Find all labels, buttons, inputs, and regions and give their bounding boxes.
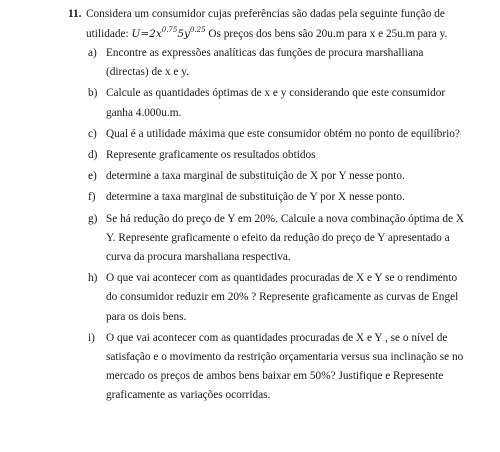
sub-question-item (86, 210, 492, 268)
sub-question-text-line: Y. Represente graficamente o efeito da redução do preço de Y apresentado a (106, 231, 450, 244)
sub-question-item (86, 125, 492, 144)
sub-question-text-line: O que vai acontecer com as quantidades procuradas de X e Y se o rendimento (106, 272, 458, 285)
formula-part-y: 5y (177, 28, 190, 40)
sub-question-item (86, 44, 492, 82)
utility-formula (132, 28, 206, 40)
sub-question-text-line: Encontre as expressões analíticas das funções de procura marshalliana (106, 47, 424, 59)
sub-question-text-line: Se há redução do preço de Y em 20%. Calcule a nova combinação óptima de X (106, 212, 465, 225)
sub-question-text-line: curva da procura marshaliana respectiva. (106, 251, 291, 264)
intro-prefix: utilidade: (86, 28, 132, 40)
sub-question-text-line: graficamente as variações ocorridas. (106, 389, 271, 402)
sub-question-label: a) (88, 47, 97, 59)
question-number: 11. (68, 8, 82, 20)
sub-question-item (86, 146, 492, 165)
sub-question-text-line: mercado os preços de ambos bens baixar em 50%? Justifique e Represente (106, 370, 444, 383)
sub-question-text-line: (directas) de x e y. (106, 66, 190, 79)
sub-question-item (86, 329, 492, 406)
sub-question-label: f) (88, 191, 96, 204)
sub-question-item (86, 188, 492, 207)
sub-question-label: h) (88, 272, 98, 285)
sub-question-text-line: O que vai acontecer com as quantidades procuradas de X e Y , se o nível de (106, 331, 448, 344)
sub-question-text-line: Represente graficamente os resultados obtidos (106, 149, 316, 162)
sub-question-text-line: para os dois bens. (106, 310, 187, 323)
sub-question-list (86, 44, 492, 408)
sub-question-text-line: satisfação e o movimento da restrição orçamentaria versus sua inclinação se no (106, 351, 464, 364)
sub-question-label: d) (88, 149, 98, 162)
sub-question-text-line: ganha 4.000u.m. (106, 106, 182, 119)
sub-question-text-line: determine a taxa marginal de substituição de X por Y nesse ponto. (106, 170, 405, 183)
sub-question-label: c) (88, 127, 97, 140)
sub-question-item (86, 269, 492, 327)
sub-question-label: i) (88, 331, 95, 344)
sub-question-text-line: determine a taxa marginal de substituição de Y por X nesse ponto. (106, 191, 405, 204)
sub-question-text-line: Qual é a utilidade máxima que este consumidor obtém no ponto de equilíbrio? (106, 127, 460, 140)
sub-question-text-line: Calcule as quantidades óptimas de x e y considerando que este consumidor (106, 87, 446, 100)
formula-exponent-y: 0.25 (189, 26, 206, 34)
question-intro-line-2 (86, 24, 447, 44)
sub-question-label: g) (88, 212, 98, 225)
sub-question-item (86, 84, 492, 122)
formula-part-u: U=2x (131, 28, 162, 40)
sub-question-item (86, 167, 492, 186)
sub-question-label: e) (88, 170, 97, 183)
formula-exponent-x: 0.75 (161, 26, 178, 34)
intro-suffix: Os preços dos bens são 20u.m para x e 25u.m para y. (205, 28, 448, 40)
question-intro-line-1: Considera um consumidor cujas preferências são dadas pela seguinte função de (86, 8, 445, 20)
sub-question-label: b) (88, 87, 98, 100)
sub-question-text-line: do consumidor reduzir em 20% ? Represente graficamente as curvas de Engel (106, 291, 459, 304)
